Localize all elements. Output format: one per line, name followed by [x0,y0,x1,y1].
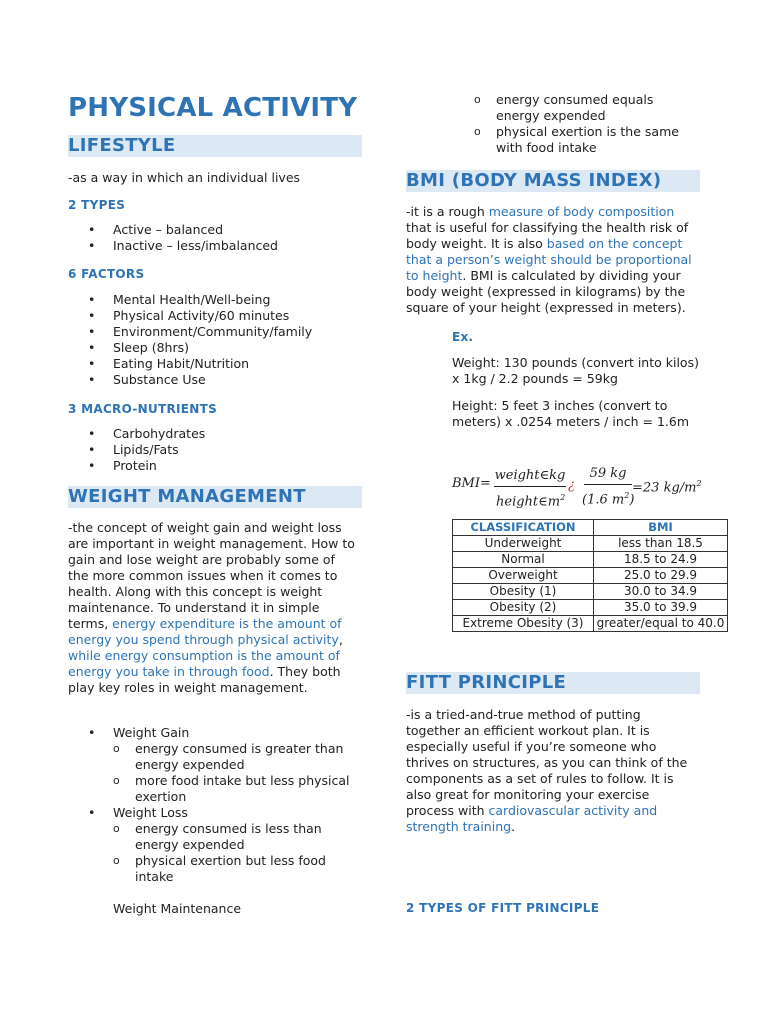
superscript: 2 [624,491,630,500]
list-item [68,805,362,885]
text-run: (1.6 m [582,492,625,508]
superscript: 2 [696,479,702,488]
table-row [453,600,728,616]
list-item: • Inactive – less/imbalanced [68,238,362,254]
table-cell: Obesity (1) [453,584,594,600]
highlight-text: while energy consumption is the amount of energy you take in through food [68,648,340,679]
column-header: BMI [594,520,728,536]
lifestyle-heading: LIFESTYLE [68,135,362,157]
text-run: that is useful for classifying the health risk of body weight. It is also [406,220,689,251]
list-item: o energy consumed equals energy expended [406,92,700,124]
text-run: . [511,819,516,834]
table-cell: greater/equal to 40.0 [594,616,728,632]
highlight-text: cardiovascular activity and strength training [406,803,658,834]
weight-paragraph [68,520,358,696]
column-header: CLASSIFICATION [453,520,594,536]
table-cell: 30.0 to 34.9 [594,584,728,600]
weight-maintenance-label: Weight Maintenance [113,901,242,916]
weight-example: Weight: 130 pounds (convert into kilos) x 1kg / 2.2 pounds = 59kg [452,355,699,386]
list-item: • Lipids/Fats [68,442,362,458]
text-run: -the concept of weight gain and weight loss are important in weight management. How to gain and lose weight are probably some of the more common issues when it comes to health. Along with this concept is weight maintenance. To understand it in simple terms, [68,520,355,631]
types-heading: 2 TYPES [68,198,126,212]
text-run: . BMI is calculated by dividing your body weight (expressed in kilograms) by the square of your height (expressed in meters). [406,268,686,315]
formula-denominator-2 [582,488,634,508]
weight-loss-label: Weight Loss [113,805,188,820]
list-item: o energy consumed is greater than energy expended [113,741,362,773]
height-example: Height: 5 feet 3 inches (convert to meters) x .0254 meters / inch = 1.6m [452,398,690,429]
list-item: • Environment/Community/family [68,324,362,340]
list-item [68,725,362,805]
list-item: • Sleep (8hrs) [68,340,362,356]
formula-numerator: weight∈kg [494,468,566,483]
text-run: , [338,632,343,647]
list-item: • Protein [68,458,362,474]
text-run: ) [629,492,635,508]
list-item: • Eating Habit/Nutrition [68,356,362,372]
weight-heading: WEIGHT MANAGEMENT [68,486,362,508]
table-cell: 35.0 to 39.9 [594,600,728,616]
formula-numerator-2: 59 kg [589,466,627,481]
weight-gain-label: Weight Gain [113,725,190,740]
list-item: • Active – balanced [68,222,362,238]
table-row [453,584,728,600]
bmi-formula [452,466,702,510]
text-run: -is a tried-and-true method of putting together an efficient workout plan. It is especially useful if you’re someone who thrives on structures, as you can think of the components as a set of rules to follow. It is also great for monitoring your exercise process with [406,707,688,818]
bmi-table [452,519,728,632]
factors-heading: 6 FACTORS [68,267,145,281]
highlight-text: measure of body composition [488,204,675,219]
table-cell: Extreme Obesity (3) [453,616,594,632]
table-row [453,616,728,632]
weight-gain-sublist [113,741,362,805]
fitt-heading: FITT PRINCIPLE [406,672,700,694]
table-cell: Obesity (2) [453,600,594,616]
formula-lhs: BMI= [452,476,491,491]
table-cell: 18.5 to 24.9 [594,552,728,568]
list-item: o energy consumed is less than energy expended [113,821,362,853]
list-item: o more food intake but less physical exertion [113,773,362,805]
table-cell: Overweight [453,568,594,584]
table-row [453,536,728,552]
table-row [453,552,728,568]
macro-list [68,426,362,474]
fitt-types-heading: 2 TYPES OF FITT PRINCIPLE [406,901,600,915]
text-run: =23 kg/m [632,480,697,496]
formula-denominator [496,490,565,510]
weight-loss-sublist [113,821,362,885]
types-list [68,222,362,254]
maintenance-sublist [406,92,700,156]
fitt-paragraph [406,707,696,835]
table-cell: 25.0 to 29.9 [594,568,728,584]
list-item: • Carbohydrates [68,426,362,442]
macro-heading: 3 MACRO-NUTRIENTS [68,402,218,416]
list-item: • Mental Health/Well-being [68,292,362,308]
bmi-paragraph [406,204,696,316]
superscript: 2 [560,493,566,502]
table-row [453,568,728,584]
list-item: o physical exertion is the same with food intake [406,124,700,156]
page-title: PHYSICAL ACTIVITY [68,93,358,123]
list-item: • Substance Use [68,372,362,388]
table-cell: Underweight [453,536,594,552]
lifestyle-definition: -as a way in which an individual lives [68,170,301,185]
table-cell: Normal [453,552,594,568]
text-run: . They both play key roles in weight management. [68,664,341,695]
fraction-bar [494,486,566,487]
example-label: Ex. [452,330,474,344]
table-header-row [453,520,728,536]
text-run: height∈m [496,494,561,510]
list-item: • Physical Activity/60 minutes [68,308,362,324]
formula-glitch-char: ¿ [568,478,575,493]
table-cell: less than 18.5 [594,536,728,552]
highlight-text: energy expenditure is the amount of energy you spend through physical activity [68,616,342,647]
text-run: -it is a rough [406,204,489,219]
weight-list [68,725,362,885]
highlight-text: based on the concept that a person’s weight should be proportional to height [406,236,692,283]
bmi-heading: BMI (BODY MASS INDEX) [406,170,700,192]
factors-list [68,292,362,388]
formula-result [632,476,702,496]
list-item: o physical exertion but less food intake [113,853,362,885]
fraction-bar [584,484,632,485]
